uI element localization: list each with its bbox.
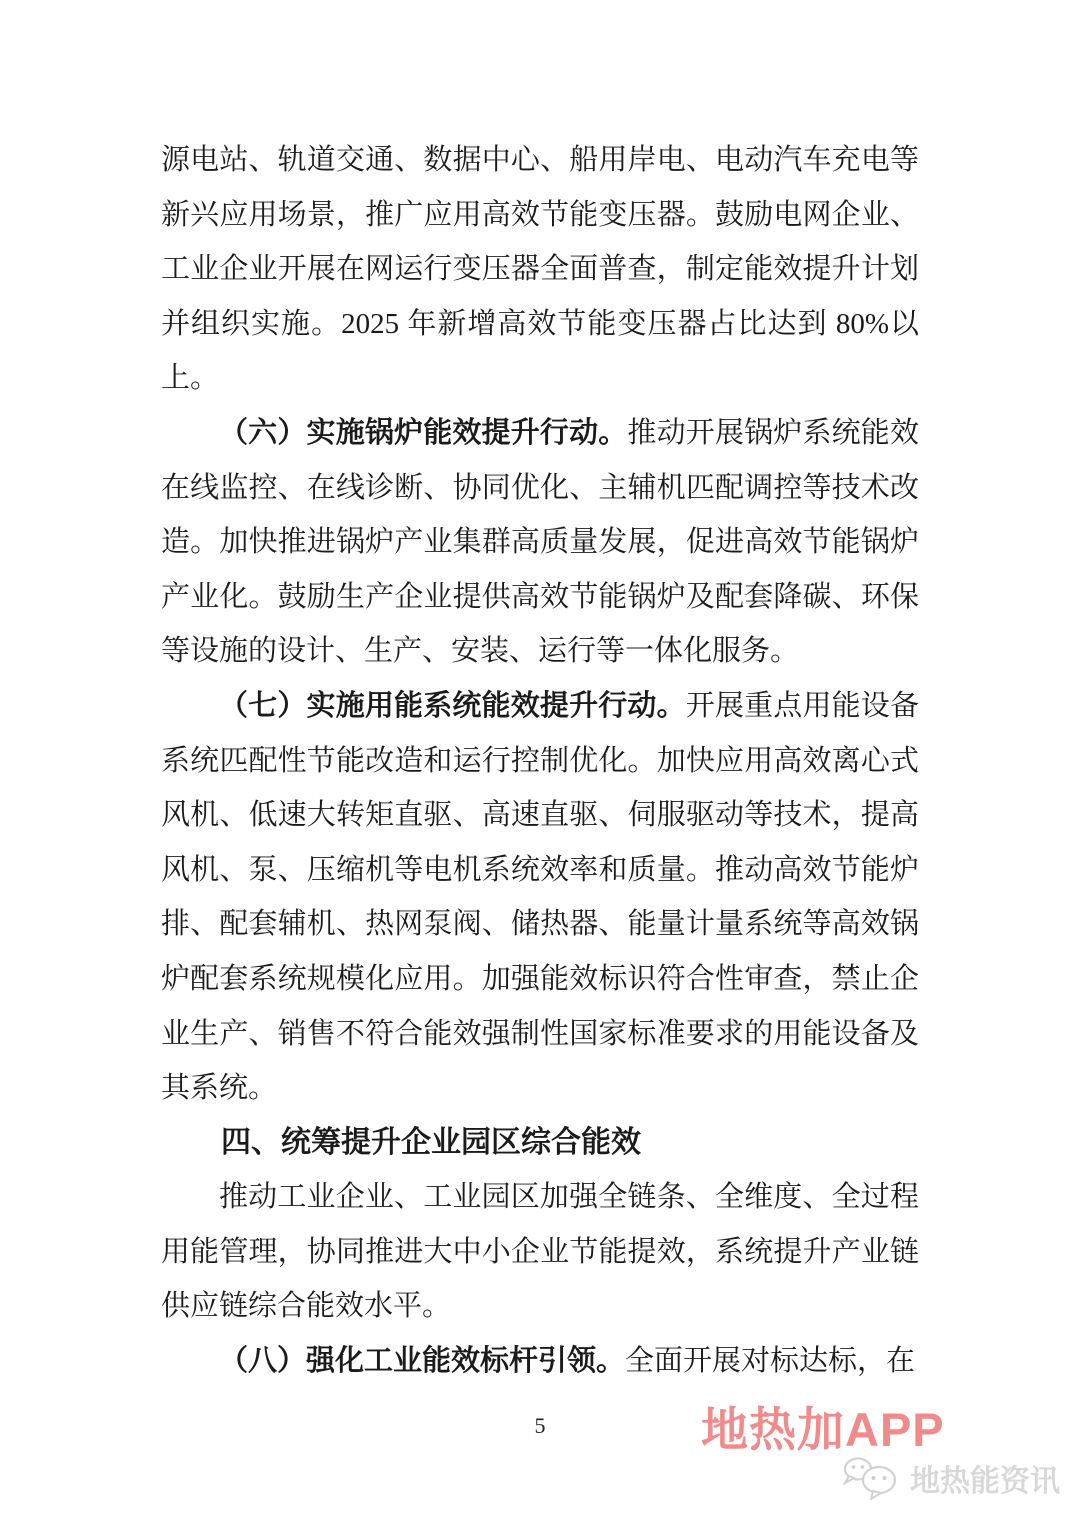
paragraph [161, 1170, 919, 1334]
bold-text-run: 四、统筹提升企业园区综合能效 [221, 1125, 641, 1159]
bold-text-run: （八）强化工业能效标杆引领。 [219, 1345, 626, 1378]
section-heading [161, 1116, 919, 1171]
bold-text-run: （七）实施用能系统能效提升行动。 [219, 689, 686, 722]
text-run: 开展重点用能设备系统匹配性节能改造和运行控制优化。加快应用高效离心式风机、低速大转矩直驱、高速直驱、伺服驱动等技术，提高风机、泵、压缩机等电机系统效率和质量。推动高效节能炉排、配套辅机、热网泵阀、储热器、能量计量系统等高效锅炉配套系统规模化应用。加强能效标识符合性审查，禁止企业生产、销售不符合能效强制性国家标准要求的用能设备及其系统。 [161, 689, 919, 1105]
channel-watermark [841, 1456, 1060, 1500]
app-watermark: 地热加APP [701, 1403, 945, 1456]
paragraph [161, 406, 919, 679]
page-number: 5 [534, 1413, 546, 1438]
paragraph [161, 679, 919, 1116]
bold-text-run: （六）实施锅炉能效提升行动。 [219, 416, 628, 449]
text-run: 源电站、轨道交通、数据中心、船用岸电、电动汽车充电等新兴应用场景，推广应用高效节能变压器。鼓励电网企业、工业企业开展在网运行变压器全面普查，制定能效提升计划并组织实施。2025 年新增高效节能变压器占比达到 80%以上。 [161, 144, 919, 395]
paragraph [161, 1334, 919, 1389]
paragraph [161, 133, 919, 406]
document-text [161, 133, 919, 1389]
wechat-icon [841, 1456, 903, 1500]
text-run: 全面开展对标达标，在 [625, 1345, 916, 1378]
text-run: 推动开展锅炉系统能效在线监控、在线诊断、协同优化、主辅机匹配调控等技术改造。加快推进锅炉产业集群高质量发展，促进高效节能锅炉产业化。鼓励生产企业提供高效节能锅炉及配套降碳、环保等设施的设计、生产、安装、运行等一体化服务。 [161, 416, 919, 668]
channel-watermark-label: 地热能资讯 [910, 1465, 1060, 1498]
text-run: 推动工业企业、工业园区加强全链条、全维度、全过程用能管理，协同推进大中小企业节能提效，系统提升产业链供应链综合能效水平。 [161, 1181, 919, 1323]
